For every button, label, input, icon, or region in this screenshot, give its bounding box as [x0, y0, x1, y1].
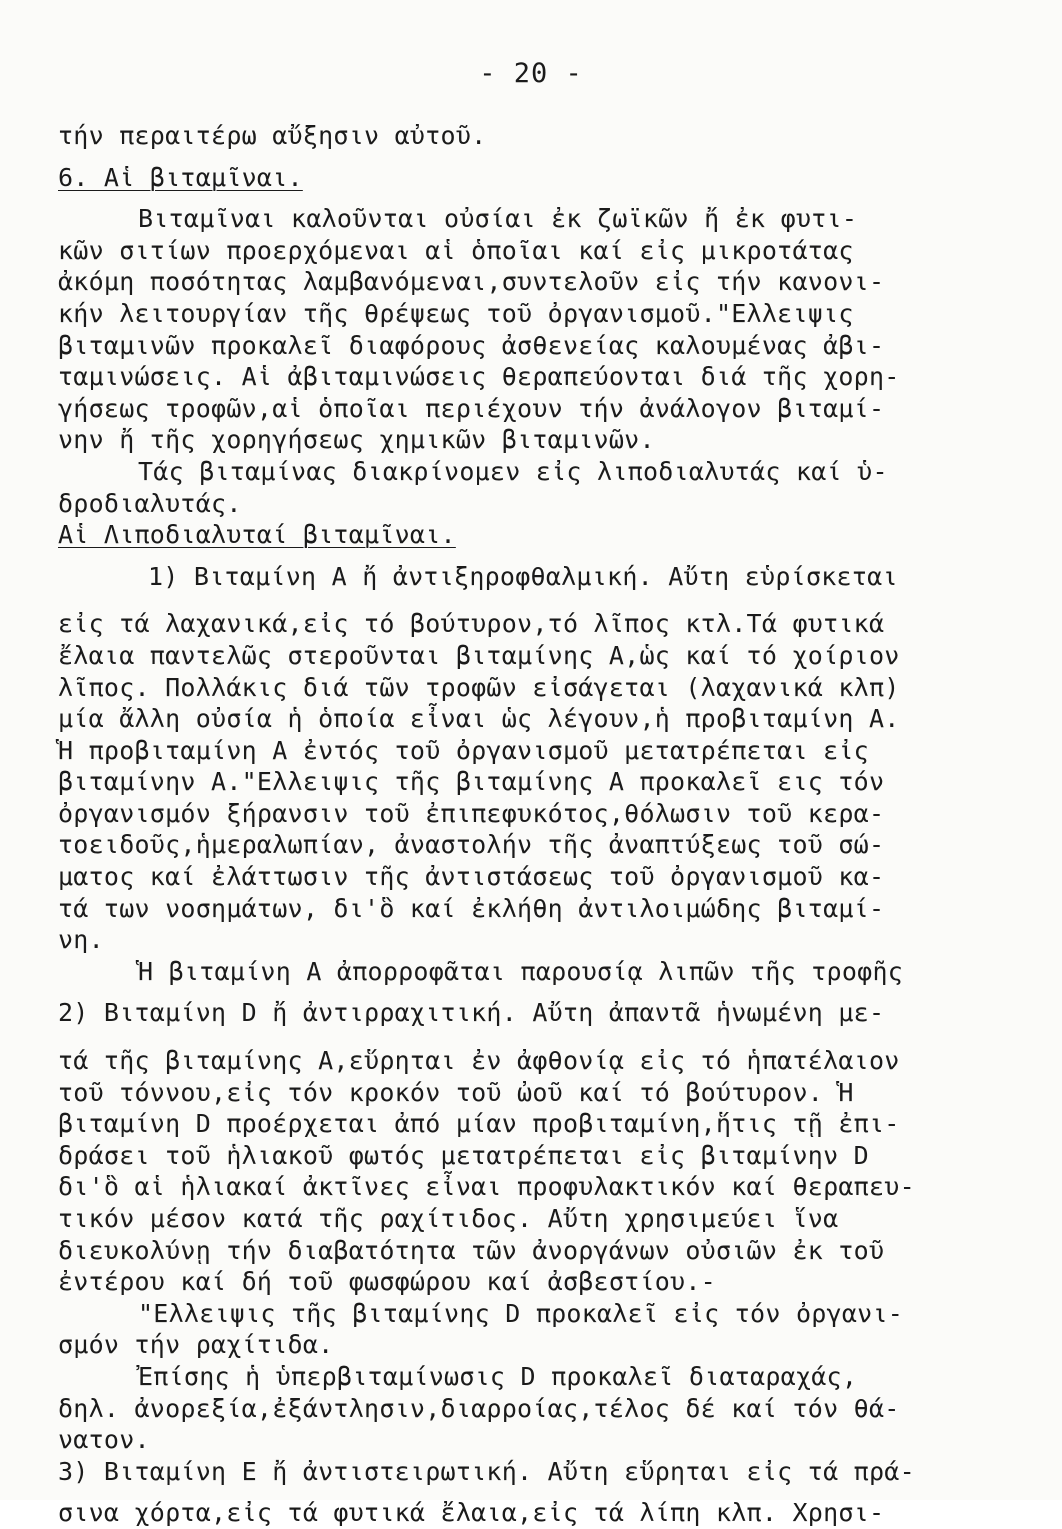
text-line: σμόν τήν ραχίτιδα. [58, 1330, 334, 1360]
text-line: τήν περαιτέρω αὔξησιν αὐτοῦ. [58, 121, 487, 150]
text-line: ματος καί ἐλάττωσιν τῆς ἀντιστάσεως τοῦ ὀργανισμοῦ κα- [58, 862, 885, 892]
text-line: τοῦ τόννου,εἰς τόν κροκόν τοῦ ὠοῦ καί τό βούτυρον. Ἡ [58, 1077, 854, 1107]
text-line: τοειδοῦς,ἡμεραλωπίαν, ἀναστολήν τῆς ἀναπτύξεως τοῦ σώ- [58, 830, 885, 860]
text-line: Τάς βιταμίνας διακρίνομεν εἰς λιποδιαλυτάς καί ὑ- [138, 456, 888, 486]
text-line: νη. [58, 925, 104, 955]
text-line: δράσει τοῦ ἡλιακοῦ φωτός μετατρέπεται εἰς βιταμίνην D [58, 1140, 869, 1170]
text-line: ἔλαια παντελῶς στεροῦνται βιταμίνης Α,ὡς καί τό χοίριον [58, 640, 900, 670]
page-body [58, 120, 1038, 1529]
text-line: 6. Αἱ βιταμῖναι. [58, 162, 303, 192]
text-line: Αἱ Λιποδιαλυταί βιταμῖναι. [58, 520, 456, 550]
text-line: κῶν σιτίων προερχόμεναι αἱ ὁποῖαι καί εἰς μικροτάτας [58, 235, 854, 265]
text-line: βιταμίνην Α."Ελλειψις τῆς βιταμίνης Α προκαλεῖ εις τόν [58, 767, 885, 797]
text-line: βιταμίνη D προέρχεται ἀπό μίαν προβιταμίνη,ἥτις τῇ ἐπι- [58, 1109, 900, 1139]
page-number: - 20 - [479, 58, 583, 89]
text-line: τά τῆς βιταμίνης Α,εὕρηται ἐν ἀφθονίᾳ εἰς τό ἡπατέλαιον [58, 1046, 900, 1076]
text-line: βιταμινῶν προκαλεῖ διαφόρους ἀσθενείας καλουμένας ἀβι- [58, 330, 885, 360]
text-line: κήν λειτουργίαν τῆς θρέψεως τοῦ ὀργανισμοῦ."Ελλειψις [58, 298, 854, 328]
text-line: νατον. [58, 1425, 150, 1455]
text-line: μία ἄλλη οὐσία ἡ ὁποία εἶναι ὡς λέγουν,ἡ προβιταμίνη Α. [58, 704, 900, 734]
text-line: τά των νοσημάτων, δι'ὃ καί ἐκλήθη ἀντιλοιμώδης βιταμί- [58, 893, 885, 923]
text-line: δροδιαλυτάς. [58, 488, 242, 518]
text-line: "Ελλειψις τῆς βιταμίνης D προκαλεῖ εἰς τόν ὀργανι- [138, 1298, 904, 1328]
text-line: ὀργανισμόν ξήρανσιν τοῦ ἐπιπεφυκότος,θόλωσιν τοῦ κερα- [58, 798, 885, 828]
text-line: γήσεως τροφῶν,αἱ ὁποῖαι περιέχουν τήν ἀνάλογον βιταμί- [58, 393, 885, 423]
text-line: νην ἤ τῆς χορηγήσεως χημικῶν βιταμινῶν. [58, 425, 655, 455]
text-line: ἀκόμη ποσότητας λαμβανόμεναι,συντελοῦν εἰς τήν κανονι- [58, 267, 885, 297]
text-line: Ἐπίσης ἡ ὑπερβιταμίνωσις D προκαλεῖ διαταραχάς, [138, 1361, 858, 1391]
text-line: 3) Βιταμίνη Ε ἤ ἀντιστειρωτική. Αὔτη εὕρηται εἰς τά πρά- [58, 1456, 915, 1486]
text-line: δηλ. ἀνορεξία,ἐξάντλησιν,διαρροίας,τέλος δέ καί τόν θά- [58, 1393, 900, 1423]
text-line: τικόν μέσον κατά τῆς ραχίτιδος. Αὔτη χρησιμεύει ἵνα [58, 1204, 839, 1233]
text-line: λῖπος. Πολλάκις διά τῶν τροφῶν εἰσάγεται (λαχανικά κλπ) [58, 672, 900, 702]
text-line: διευκολύνῃ τήν διαβατότητα τῶν ἀνοργάνων οὐσιῶν ἐκ τοῦ [58, 1235, 885, 1265]
text-line: ἐντέρου καί δή τοῦ φωσφώρου καί ἀσβεστίου.- [58, 1267, 716, 1297]
text-line: εἰς τά λαχανικά,εἰς τό βούτυρον,τό λῖπος κτλ.Τά φυτικά [58, 609, 885, 639]
text-line: δι'ὃ αἱ ἡλιακαί ἀκτῖνες εἶναι προφυλακτικόν καί θεραπευ- [58, 1172, 915, 1202]
text-line: σινα χόρτα,εἰς τά φυτικά ἔλαια,εἰς τά λίπη κλπ. Χρησι- [58, 1498, 885, 1528]
text-line: 2) Βιταμίνη D ἤ ἀντιρραχιτική. Αὔτη ἀπαντᾶ ἡνωμένη με- [58, 998, 885, 1028]
text-line: Βιταμῖναι καλοῦνται οὐσίαι ἐκ ζωϊκῶν ἤ ἐκ φυτι- [138, 204, 858, 234]
text-line: 1) Βιταμίνη Α ἤ ἀντιξηροφθαλμική. Αὔτη εὑρίσκεται [148, 561, 898, 591]
text-line: Ἡ βιταμίνη Α ἀπορροφᾶται παρουσίᾳ λιπῶν τῆς τροφῆς [138, 956, 904, 986]
text-line: Ἡ προβιταμίνη Α ἐντός τοῦ ὀργανισμοῦ μετατρέπεται εἰς [58, 735, 869, 765]
text-line: ταμινώσεις. Αἱ ἀβιταμινώσεις θεραπεύονται διά τῆς χορη- [58, 362, 900, 392]
